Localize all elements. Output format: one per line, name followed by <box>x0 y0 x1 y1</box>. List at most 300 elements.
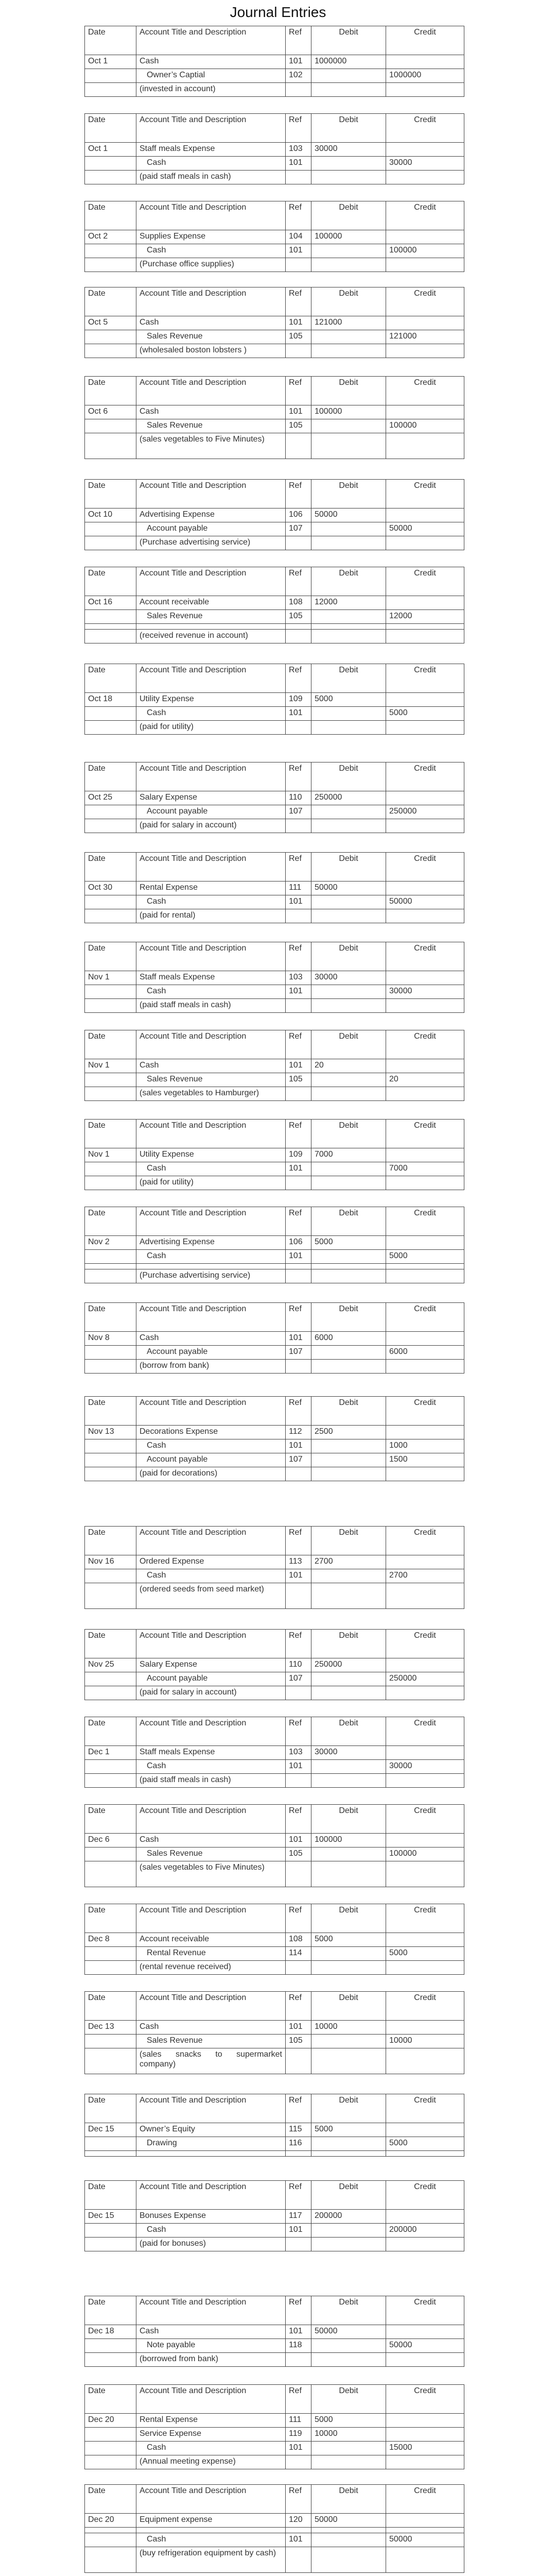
credit-cell: 50000 <box>386 2533 464 2547</box>
header-credit: Credit <box>386 1120 464 1148</box>
table-row <box>85 171 464 184</box>
table-row <box>85 1087 464 1101</box>
account-cell: Cash <box>136 707 286 721</box>
date-cell <box>85 419 136 433</box>
table-row <box>85 1583 464 1609</box>
date-cell: Dec 15 <box>85 2210 136 2224</box>
table-row <box>85 1426 464 1439</box>
ref-cell: 101 <box>286 316 311 330</box>
table-row <box>85 1148 464 1162</box>
date-cell <box>85 2442 136 2455</box>
credit-cell: 12000 <box>386 610 464 624</box>
credit-cell: 100000 <box>386 244 464 258</box>
ref-cell: 101 <box>286 2224 311 2238</box>
header-date: Date <box>85 2296 136 2325</box>
journal-entry-table <box>84 479 464 550</box>
debit-cell <box>311 2533 386 2547</box>
account-cell: Cash <box>136 1760 286 1774</box>
spacer-cell <box>286 2151 311 2157</box>
account-cell: Advertising Expense <box>136 509 286 522</box>
account-cell: Cash <box>136 405 286 419</box>
ref-cell: 107 <box>286 1672 311 1686</box>
date-cell <box>85 1073 136 1087</box>
credit-cell <box>386 1332 464 1346</box>
ref-cell <box>286 1087 311 1101</box>
table-row <box>85 522 464 536</box>
spacer-row <box>85 2528 464 2533</box>
ref-cell: 101 <box>286 55 311 69</box>
table-row <box>85 1073 464 1087</box>
description-cell: (sales vegetables to Five Minutes) <box>136 433 286 459</box>
credit-cell <box>386 909 464 923</box>
table-header-row <box>85 201 464 230</box>
header-ref: Ref <box>286 2094 311 2123</box>
header-date: Date <box>85 1630 136 1658</box>
account-cell: Rental Expense <box>136 882 286 895</box>
ref-cell <box>286 1774 311 1788</box>
journal-entry-table <box>84 2296 464 2367</box>
header-date: Date <box>85 377 136 405</box>
debit-cell <box>311 1774 386 1788</box>
header-date: Date <box>85 2485 136 2514</box>
header-account: Account Title and Description <box>136 1527 286 1555</box>
ref-cell: 101 <box>286 244 311 258</box>
credit-cell <box>386 433 464 459</box>
account-cell: Staff meals Expense <box>136 143 286 157</box>
ref-cell: 101 <box>286 2325 311 2339</box>
header-account: Account Title and Description <box>136 1397 286 1426</box>
date-cell <box>85 1583 136 1609</box>
account-cell: Cash <box>136 316 286 330</box>
credit-cell <box>386 2325 464 2339</box>
date-cell: Nov 1 <box>85 971 136 985</box>
ref-cell: 101 <box>286 2533 311 2547</box>
header-ref: Ref <box>286 201 311 230</box>
account-cell: Sales Revenue <box>136 419 286 433</box>
credit-cell <box>386 693 464 707</box>
debit-cell: 30000 <box>311 1746 386 1760</box>
spacer-row <box>85 1264 464 1269</box>
header-account: Account Title and Description <box>136 2181 286 2210</box>
table-row <box>85 2428 464 2442</box>
debit-cell <box>311 522 386 536</box>
ref-cell <box>286 909 311 923</box>
credit-cell <box>386 2514 464 2528</box>
table-row <box>85 693 464 707</box>
debit-cell: 2700 <box>311 1555 386 1569</box>
table-header-row <box>85 1303 464 1332</box>
credit-cell <box>386 999 464 1013</box>
header-debit: Debit <box>311 1120 386 1148</box>
journal-entry-table <box>84 287 464 358</box>
credit-cell: 100000 <box>386 419 464 433</box>
description-cell: (wholesaled boston lobsters ) <box>136 344 286 358</box>
debit-cell <box>311 1861 386 1887</box>
description-cell: (Purchase office supplies) <box>136 258 286 272</box>
debit-cell <box>311 1672 386 1686</box>
journal-entry-table <box>84 113 464 184</box>
header-debit: Debit <box>311 567 386 596</box>
header-ref: Ref <box>286 664 311 693</box>
credit-cell <box>386 1236 464 1250</box>
debit-cell <box>311 895 386 909</box>
header-ref: Ref <box>286 114 311 143</box>
header-ref: Ref <box>286 377 311 405</box>
table-row <box>85 1439 464 1453</box>
description-cell: (ordered seeds from seed market) <box>136 1583 286 1609</box>
table-row <box>85 405 464 419</box>
debit-cell: 50000 <box>311 509 386 522</box>
debit-cell: 50000 <box>311 2514 386 2528</box>
account-cell: Cash <box>136 1834 286 1848</box>
header-debit: Debit <box>311 287 386 316</box>
table-row <box>85 805 464 819</box>
ref-cell: 106 <box>286 1236 311 1250</box>
credit-cell <box>386 1555 464 1569</box>
ref-cell: 101 <box>286 895 311 909</box>
table-header-row <box>85 1397 464 1426</box>
date-cell: Nov 8 <box>85 1332 136 1346</box>
header-date: Date <box>85 2385 136 2414</box>
table-row <box>85 433 464 459</box>
ref-cell: 103 <box>286 143 311 157</box>
table-row <box>85 2137 464 2151</box>
credit-cell <box>386 2238 464 2251</box>
header-ref: Ref <box>286 853 311 882</box>
description-cell: (Purchase advertising service) <box>136 1269 286 1283</box>
date-cell: Nov 25 <box>85 1658 136 1672</box>
header-account: Account Title and Description <box>136 2485 286 2514</box>
debit-cell <box>311 2238 386 2251</box>
header-account: Account Title and Description <box>136 1904 286 1933</box>
account-cell: Staff meals Expense <box>136 1746 286 1760</box>
table-row <box>85 596 464 610</box>
date-cell <box>85 258 136 272</box>
date-cell: Dec 13 <box>85 2021 136 2035</box>
header-credit: Credit <box>386 1805 464 1834</box>
date-cell <box>85 1760 136 1774</box>
description-cell: (invested in account) <box>136 83 286 97</box>
debit-cell <box>311 2547 386 2573</box>
table-row <box>85 971 464 985</box>
description-cell: (paid staff meals in cash) <box>136 1774 286 1788</box>
table-row <box>85 1746 464 1760</box>
account-cell: Staff meals Expense <box>136 971 286 985</box>
account-cell: Cash <box>136 1059 286 1073</box>
header-ref: Ref <box>286 2485 311 2514</box>
header-date: Date <box>85 1717 136 1746</box>
table-header-row <box>85 26 464 55</box>
date-cell <box>85 244 136 258</box>
credit-cell: 15000 <box>386 2442 464 2455</box>
account-cell: Sales Revenue <box>136 610 286 624</box>
account-cell: Account receivable <box>136 1933 286 1947</box>
date-cell <box>85 895 136 909</box>
date-cell <box>85 630 136 643</box>
date-cell: Oct 18 <box>85 693 136 707</box>
debit-cell <box>311 1250 386 1264</box>
table-row <box>85 419 464 433</box>
date-cell: Nov 16 <box>85 1555 136 1569</box>
journal-entry-table <box>84 567 464 643</box>
description-cell: (rental revenue received) <box>136 1961 286 1975</box>
spacer-cell <box>136 1264 286 1269</box>
table-row <box>85 1686 464 1700</box>
table-row <box>85 1933 464 1947</box>
debit-cell <box>311 1346 386 1360</box>
credit-cell <box>386 55 464 69</box>
header-debit: Debit <box>311 1397 386 1426</box>
description-cell: (paid for salary in account) <box>136 1686 286 1700</box>
credit-cell <box>386 2048 464 2074</box>
date-cell <box>85 1569 136 1583</box>
ref-cell <box>286 1467 311 1481</box>
credit-cell <box>386 2414 464 2428</box>
date-cell <box>85 2547 136 2573</box>
table-header-row <box>85 287 464 316</box>
debit-cell: 121000 <box>311 316 386 330</box>
table-header-row <box>85 2485 464 2514</box>
header-debit: Debit <box>311 114 386 143</box>
table-row <box>85 509 464 522</box>
account-cell: Rental Revenue <box>136 1947 286 1961</box>
header-debit: Debit <box>311 1207 386 1236</box>
credit-cell <box>386 2123 464 2137</box>
table-row <box>85 157 464 171</box>
header-ref: Ref <box>286 2296 311 2325</box>
date-cell: Dec 1 <box>85 1746 136 1760</box>
table-row <box>85 1861 464 1887</box>
journal-entry-table <box>84 1030 464 1101</box>
spacer-cell <box>286 1264 311 1269</box>
credit-cell <box>386 596 464 610</box>
ref-cell <box>286 258 311 272</box>
account-cell: Service Expense <box>136 2428 286 2442</box>
header-account: Account Title and Description <box>136 2296 286 2325</box>
table-row <box>85 1360 464 1374</box>
table-row <box>85 819 464 833</box>
debit-cell <box>311 1947 386 1961</box>
date-cell <box>85 2048 136 2074</box>
account-cell: Owner’s Captial <box>136 69 286 83</box>
header-ref: Ref <box>286 1120 311 1148</box>
date-cell <box>85 1162 136 1176</box>
description-cell: (paid for bonuses) <box>136 2238 286 2251</box>
header-account: Account Title and Description <box>136 2094 286 2123</box>
header-credit: Credit <box>386 942 464 971</box>
ref-cell: 109 <box>286 693 311 707</box>
table-header-row <box>85 567 464 596</box>
table-row <box>85 985 464 999</box>
credit-cell <box>386 791 464 805</box>
account-cell: Cash <box>136 1162 286 1176</box>
debit-cell <box>311 630 386 643</box>
table-row <box>85 1250 464 1264</box>
header-debit: Debit <box>311 2385 386 2414</box>
debit-cell <box>311 805 386 819</box>
debit-cell: 30000 <box>311 143 386 157</box>
header-debit: Debit <box>311 480 386 509</box>
account-cell: Utility Expense <box>136 693 286 707</box>
journal-entry-table <box>84 942 464 1013</box>
debit-cell <box>311 2353 386 2367</box>
journal-entry-table <box>84 1991 464 2074</box>
spacer-row <box>85 624 464 630</box>
table-row <box>85 630 464 643</box>
date-cell <box>85 1250 136 1264</box>
header-date: Date <box>85 1397 136 1426</box>
table-row <box>85 83 464 97</box>
date-cell: Oct 25 <box>85 791 136 805</box>
description-cell: (received revenue in account) <box>136 630 286 643</box>
spacer-cell <box>311 1264 386 1269</box>
header-debit: Debit <box>311 1717 386 1746</box>
date-cell <box>85 69 136 83</box>
account-cell: Account payable <box>136 1453 286 1467</box>
header-account: Account Title and Description <box>136 567 286 596</box>
debit-cell <box>311 1360 386 1374</box>
date-cell: Nov 2 <box>85 1236 136 1250</box>
table-row <box>85 1947 464 1961</box>
table-row <box>85 2414 464 2428</box>
header-account: Account Title and Description <box>136 1992 286 2021</box>
credit-cell <box>386 1961 464 1975</box>
ref-cell: 101 <box>286 1439 311 1453</box>
credit-cell: 1000 <box>386 1439 464 1453</box>
date-cell <box>85 2353 136 2367</box>
ref-cell: 101 <box>286 1332 311 1346</box>
ref-cell: 101 <box>286 1834 311 1848</box>
debit-cell: 1000000 <box>311 55 386 69</box>
ref-cell <box>286 83 311 97</box>
date-cell: Oct 2 <box>85 230 136 244</box>
date-cell <box>85 1439 136 1453</box>
header-date: Date <box>85 2094 136 2123</box>
debit-cell: 12000 <box>311 596 386 610</box>
header-account: Account Title and Description <box>136 942 286 971</box>
journal-entry-table <box>84 852 464 923</box>
date-cell <box>85 171 136 184</box>
date-cell <box>85 1848 136 1861</box>
date-cell <box>85 1360 136 1374</box>
date-cell <box>85 721 136 735</box>
debit-cell <box>311 1453 386 1467</box>
spacer-cell <box>311 624 386 630</box>
ref-cell: 101 <box>286 2021 311 2035</box>
date-cell <box>85 2035 136 2048</box>
header-date: Date <box>85 942 136 971</box>
header-account: Account Title and Description <box>136 1120 286 1148</box>
table-row <box>85 1555 464 1569</box>
date-cell: Nov 1 <box>85 1059 136 1073</box>
ref-cell <box>286 171 311 184</box>
account-cell: Account payable <box>136 1346 286 1360</box>
debit-cell: 5000 <box>311 693 386 707</box>
header-account: Account Title and Description <box>136 2385 286 2414</box>
account-cell: Cash <box>136 1332 286 1346</box>
header-date: Date <box>85 1207 136 1236</box>
credit-cell: 121000 <box>386 330 464 344</box>
spacer-cell <box>386 2151 464 2157</box>
ref-cell: 102 <box>286 69 311 83</box>
header-ref: Ref <box>286 1805 311 1834</box>
header-debit: Debit <box>311 2094 386 2123</box>
header-debit: Debit <box>311 2181 386 2210</box>
journal-entry-table <box>84 762 464 833</box>
table-header-row <box>85 2385 464 2414</box>
spacer-cell <box>85 2151 136 2157</box>
header-date: Date <box>85 1904 136 1933</box>
header-debit: Debit <box>311 2485 386 2514</box>
debit-cell <box>311 819 386 833</box>
header-credit: Credit <box>386 287 464 316</box>
date-cell <box>85 2224 136 2238</box>
debit-cell <box>311 258 386 272</box>
header-credit: Credit <box>386 1397 464 1426</box>
credit-cell <box>386 1087 464 1101</box>
account-cell: Cash <box>136 244 286 258</box>
header-date: Date <box>85 1303 136 1332</box>
header-debit: Debit <box>311 1992 386 2021</box>
debit-cell: 250000 <box>311 791 386 805</box>
header-debit: Debit <box>311 1030 386 1059</box>
credit-cell <box>386 971 464 985</box>
table-header-row <box>85 1527 464 1555</box>
header-credit: Credit <box>386 114 464 143</box>
journal-entry-table <box>84 1804 464 1887</box>
journal-entry-table <box>84 376 464 459</box>
header-date: Date <box>85 287 136 316</box>
ref-cell <box>286 1686 311 1700</box>
table-row <box>85 1332 464 1346</box>
table-row <box>85 1760 464 1774</box>
description-cell: (borrowed from bank) <box>136 2353 286 2367</box>
table-row <box>85 230 464 244</box>
header-date: Date <box>85 201 136 230</box>
credit-cell: 5000 <box>386 1947 464 1961</box>
account-cell: Sales Revenue <box>136 1848 286 1861</box>
table-row <box>85 1848 464 1861</box>
account-cell: Cash <box>136 1569 286 1583</box>
ref-cell: 120 <box>286 2514 311 2528</box>
header-ref: Ref <box>286 762 311 791</box>
table-row <box>85 1236 464 1250</box>
table-row <box>85 330 464 344</box>
date-cell: Dec 8 <box>85 1933 136 1947</box>
credit-cell: 1000000 <box>386 69 464 83</box>
header-date: Date <box>85 1805 136 1834</box>
table-row <box>85 2210 464 2224</box>
credit-cell <box>386 1360 464 1374</box>
journal-entry-table <box>84 2180 464 2251</box>
date-cell <box>85 1686 136 1700</box>
date-cell <box>85 522 136 536</box>
debit-cell <box>311 1439 386 1453</box>
credit-cell <box>386 536 464 550</box>
date-cell <box>85 610 136 624</box>
table-header-row <box>85 1630 464 1658</box>
credit-cell <box>386 1467 464 1481</box>
ref-cell: 119 <box>286 2428 311 2442</box>
ref-cell <box>286 344 311 358</box>
ref-cell: 107 <box>286 805 311 819</box>
header-credit: Credit <box>386 762 464 791</box>
credit-cell <box>386 1774 464 1788</box>
debit-cell <box>311 1961 386 1975</box>
debit-cell <box>311 1848 386 1861</box>
date-cell: Oct 10 <box>85 509 136 522</box>
table-row <box>85 2455 464 2469</box>
